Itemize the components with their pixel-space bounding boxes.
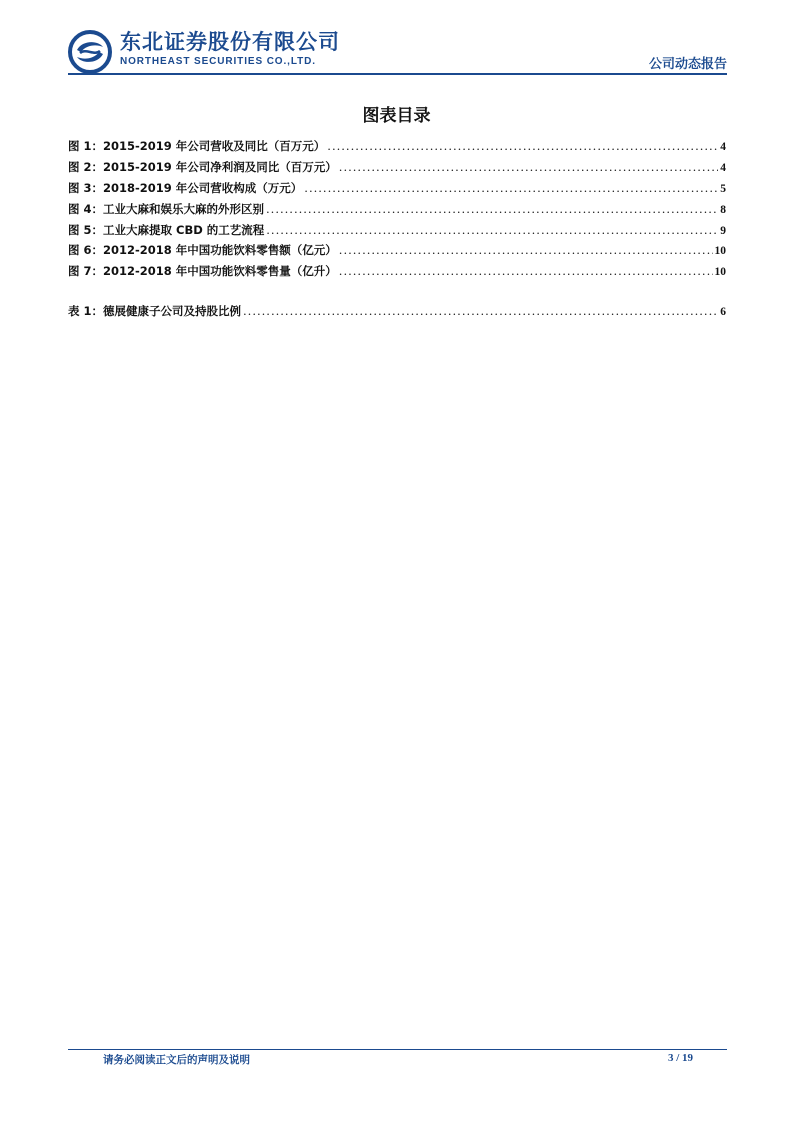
toc-entry-figure-4[interactable]: [68, 201, 726, 222]
toc-entry-label: 图 6：2012-2018 年中国功能饮料零售额（亿元）: [68, 243, 337, 258]
toc-entry-page: 5: [720, 182, 726, 195]
toc-entry-label: 表 1：德展健康子公司及持股比例: [68, 304, 242, 318]
toc-entry-label: 图 2：2015-2019 年公司净利润及同比（百万元）: [68, 159, 337, 174]
toc-entry-page: 6: [720, 306, 726, 318]
brand-block: [120, 30, 340, 67]
dot-leader: [266, 202, 718, 216]
toc-entry-figure-5[interactable]: [68, 222, 726, 243]
report-type: 公司动态报告: [648, 57, 727, 72]
toc-entry-label: 图 7：2012-2018 年中国功能饮料零售量（亿升）: [68, 264, 337, 279]
toc-entry-label: 图 1：2015-2019 年公司营收及同比（百万元）: [68, 139, 326, 153]
toc-entry-page: 4: [720, 141, 726, 153]
dot-leader: [266, 223, 718, 237]
toc-entry-figure-3[interactable]: [68, 180, 726, 201]
toc-entry-page: 10: [714, 266, 726, 279]
toc-entry-page: 8: [720, 203, 726, 216]
toc-entry-label: 图 4：工业大麻和娱乐大麻的外形区别: [68, 201, 265, 216]
footer-disclaimer: 请务必阅读正文后的声明及说明: [103, 1054, 250, 1066]
page-number: 3 / 19: [667, 1052, 693, 1064]
dot-leader: [243, 304, 718, 318]
company-logo-icon: [68, 30, 112, 74]
toc-entry-table-1[interactable]: [68, 303, 726, 324]
dot-leader: [339, 243, 713, 257]
company-name-cn: 东北证券股份有限公司: [120, 30, 340, 54]
toc-entry-figure-6[interactable]: [68, 242, 726, 263]
toc-entry-label: 图 3：2018-2019 年公司营收构成（万元）: [68, 180, 303, 195]
footer-divider: [68, 1049, 727, 1050]
toc-entry-page: 4: [720, 161, 726, 174]
dot-leader: [339, 264, 713, 278]
company-name-en: NORTHEAST SECURITIES CO.,LTD.: [120, 56, 316, 67]
table-list: [68, 303, 726, 324]
toc-entry-figure-2[interactable]: [68, 159, 726, 180]
dot-leader: [304, 181, 718, 195]
toc-entry-page: 9: [720, 224, 726, 237]
header-divider: [68, 73, 727, 75]
toc-entry-figure-1[interactable]: [68, 138, 726, 159]
figure-list: [68, 138, 726, 284]
dot-leader: [327, 139, 718, 153]
toc-title: 图表目录: [362, 106, 431, 126]
dot-leader: [339, 160, 718, 174]
toc-entry-label: 图 5：工业大麻提取 CBD 的工艺流程: [68, 222, 265, 237]
toc-entry-page: 10: [714, 245, 726, 258]
toc-entry-figure-7[interactable]: [68, 263, 726, 284]
